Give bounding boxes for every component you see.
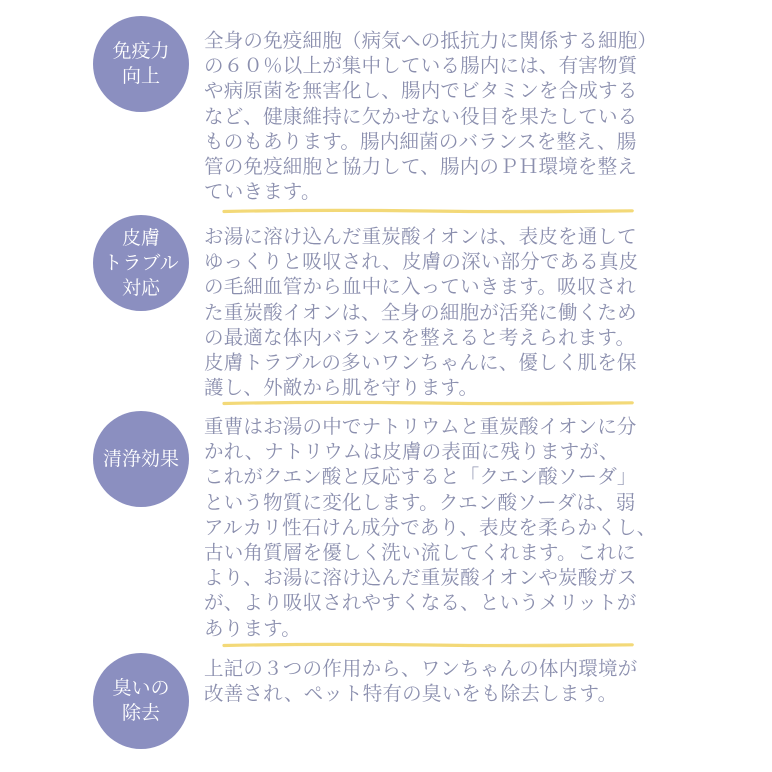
- text-line: た重炭酸イオンは、全身の細胞が活発に働くため: [204, 300, 637, 324]
- text-line: が、より吸収されやすくなる、というメリットが: [204, 591, 637, 615]
- brush-stroke: [222, 642, 634, 648]
- text-line: ていきます。: [204, 180, 321, 204]
- text-line: かれ、ナトリウムは皮膚の表面に残りますが、: [204, 440, 619, 464]
- badge-cleansing: 清浄効果: [93, 411, 189, 507]
- text-line: 改善され、ペット特有の臭いをも除去します。: [204, 682, 618, 706]
- text-line: 管の免疫細胞と協力して、腸内のＰＨ環境を整え: [204, 155, 638, 179]
- text-line: 上記の３つの作用から、ワンちゃんの体内環境が: [204, 657, 638, 680]
- badge-skin: 皮膚 トラブル 対応: [93, 215, 189, 311]
- text-line: 全身の免疫細胞（病気への抵抗力に関係する細胞）: [204, 29, 658, 52]
- text-skin: [204, 224, 682, 400]
- text-line: ゆっくりと吸収され、皮膚の深い部分である真皮: [204, 250, 639, 274]
- text-line: 古い角質層を優しく洗い流してくれます。これに: [204, 541, 636, 565]
- text-line: など、健康維持に欠かせない役目を果たしている: [204, 104, 638, 128]
- text-line: アルカリ性石けん成分であり、表皮を柔らかくし、: [204, 515, 657, 539]
- text-odor: [204, 656, 682, 706]
- text-line: 重曹はお湯の中でナトリウムと重炭酸イオンに分: [204, 415, 637, 438]
- text-line: の最適な体内バランスを整えると考えられます。: [204, 325, 636, 349]
- text-line: あります。: [204, 616, 301, 640]
- divider-1: [222, 208, 634, 214]
- text-line: の６０％以上が集中している腸内には、有害物質: [204, 54, 638, 78]
- text-line: 護し、外敵から肌を守ります。: [204, 376, 479, 400]
- badge-odor: 臭いの 除去: [93, 653, 189, 749]
- badge-immunity: 免疫力 向上: [93, 16, 189, 112]
- text-immunity: [204, 28, 682, 204]
- text-line: 皮膚トラブルの多いワンちゃんに、優しく肌を保: [204, 351, 637, 375]
- divider-2: [222, 400, 634, 406]
- text-line: より、お湯に溶け込んだ重炭酸イオンや炭酸ガス: [204, 566, 637, 590]
- text-line: の毛細血管から血中に入っていきます。吸収され: [204, 275, 636, 299]
- text-line: お湯に溶け込んだ重炭酸イオンは、表皮を通して: [204, 225, 637, 248]
- text-line: これがクエン酸と反応すると「クエン酸ソーダ」: [204, 465, 637, 489]
- text-cleansing: [204, 414, 682, 641]
- text-line: ものもあります。腸内細菌のバランスを整え、腸: [204, 129, 637, 153]
- brush-stroke: [222, 208, 634, 214]
- text-line: や病原菌を無害化し、腸内でビタミンを合成する: [204, 79, 638, 103]
- text-line: という物質に変化します。クエン酸ソーダは、弱: [204, 490, 636, 514]
- divider-3: [222, 642, 634, 648]
- brush-stroke: [222, 400, 634, 406]
